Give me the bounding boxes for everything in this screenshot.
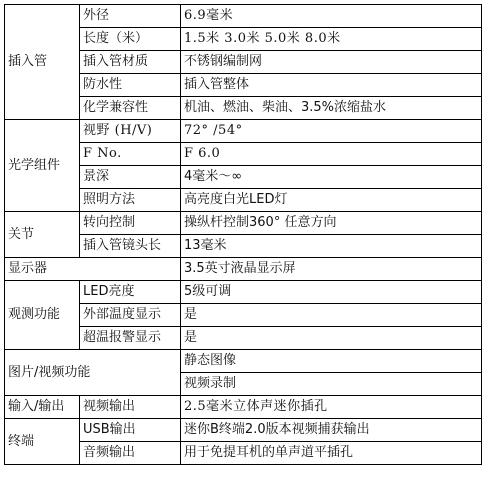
spec-name: 视频输出 (80, 396, 181, 419)
spec-table (4, 4, 482, 465)
spec-name: 插入管材质 (80, 51, 181, 74)
spec-value: 静态图像 (181, 350, 482, 373)
table-row (5, 120, 482, 143)
category-io: 输入/输出 (5, 396, 80, 419)
category-display: 显示器 (5, 258, 181, 281)
spec-value: 6.9毫米 (181, 5, 482, 28)
spec-value: F 6.0 (181, 143, 482, 166)
table-row (5, 350, 482, 373)
spec-name: 音频输出 (80, 442, 181, 465)
spec-value: 用于免提耳机的单声道平插孔 (181, 442, 482, 465)
category-insertion-tube: 插入管 (5, 5, 80, 120)
spec-name: 景深 (80, 166, 181, 189)
spec-value: 不锈钢编制网 (181, 51, 482, 74)
spec-name: LED亮度 (80, 281, 181, 304)
category-observation: 观测功能 (5, 281, 80, 350)
spec-value: 是 (181, 327, 482, 350)
spec-value: 插入管整体 (181, 74, 482, 97)
spec-value: 4毫米～∞ (181, 166, 482, 189)
spec-value: 72° /54° (181, 120, 482, 143)
spec-value: 机油、燃油、柴油、3.5%浓缩盐水 (181, 97, 482, 120)
table-row (5, 258, 482, 281)
category-optics: 光学组件 (5, 120, 80, 212)
table-row (5, 212, 482, 235)
spec-name: 外径 (80, 5, 181, 28)
spec-value: 迷你B终端2.0版本视频捕获输出 (181, 419, 482, 442)
spec-name: USB输出 (80, 419, 181, 442)
table-row (5, 419, 482, 442)
category-terminal: 终端 (5, 419, 80, 465)
spec-name: 长度（米） (80, 28, 181, 51)
spec-name: 视野 (H/V) (80, 120, 181, 143)
spec-name: 转向控制 (80, 212, 181, 235)
spec-value: 3.5英寸液晶显示屏 (181, 258, 482, 281)
spec-name: 化学兼容性 (80, 97, 181, 120)
table-row (5, 396, 482, 419)
spec-value: 1.5米 3.0米 5.0米 8.0米 (181, 28, 482, 51)
category-media: 图片/视频功能 (5, 350, 181, 396)
spec-name: 防水性 (80, 74, 181, 97)
spec-name: F No. (80, 143, 181, 166)
table-row (5, 5, 482, 28)
spec-value: 13毫米 (181, 235, 482, 258)
category-articulation: 关节 (5, 212, 80, 258)
spec-value: 5级可调 (181, 281, 482, 304)
spec-value: 2.5毫米立体声迷你插孔 (181, 396, 482, 419)
spec-value: 高亮度白光LED灯 (181, 189, 482, 212)
spec-name: 插入管镜头长 (80, 235, 181, 258)
spec-name: 超温报警显示 (80, 327, 181, 350)
spec-name: 外部温度显示 (80, 304, 181, 327)
spec-value: 是 (181, 304, 482, 327)
spec-name: 照明方法 (80, 189, 181, 212)
spec-value: 视频录制 (181, 373, 482, 396)
spec-value: 操纵杆控制360° 任意方向 (181, 212, 482, 235)
table-row (5, 281, 482, 304)
